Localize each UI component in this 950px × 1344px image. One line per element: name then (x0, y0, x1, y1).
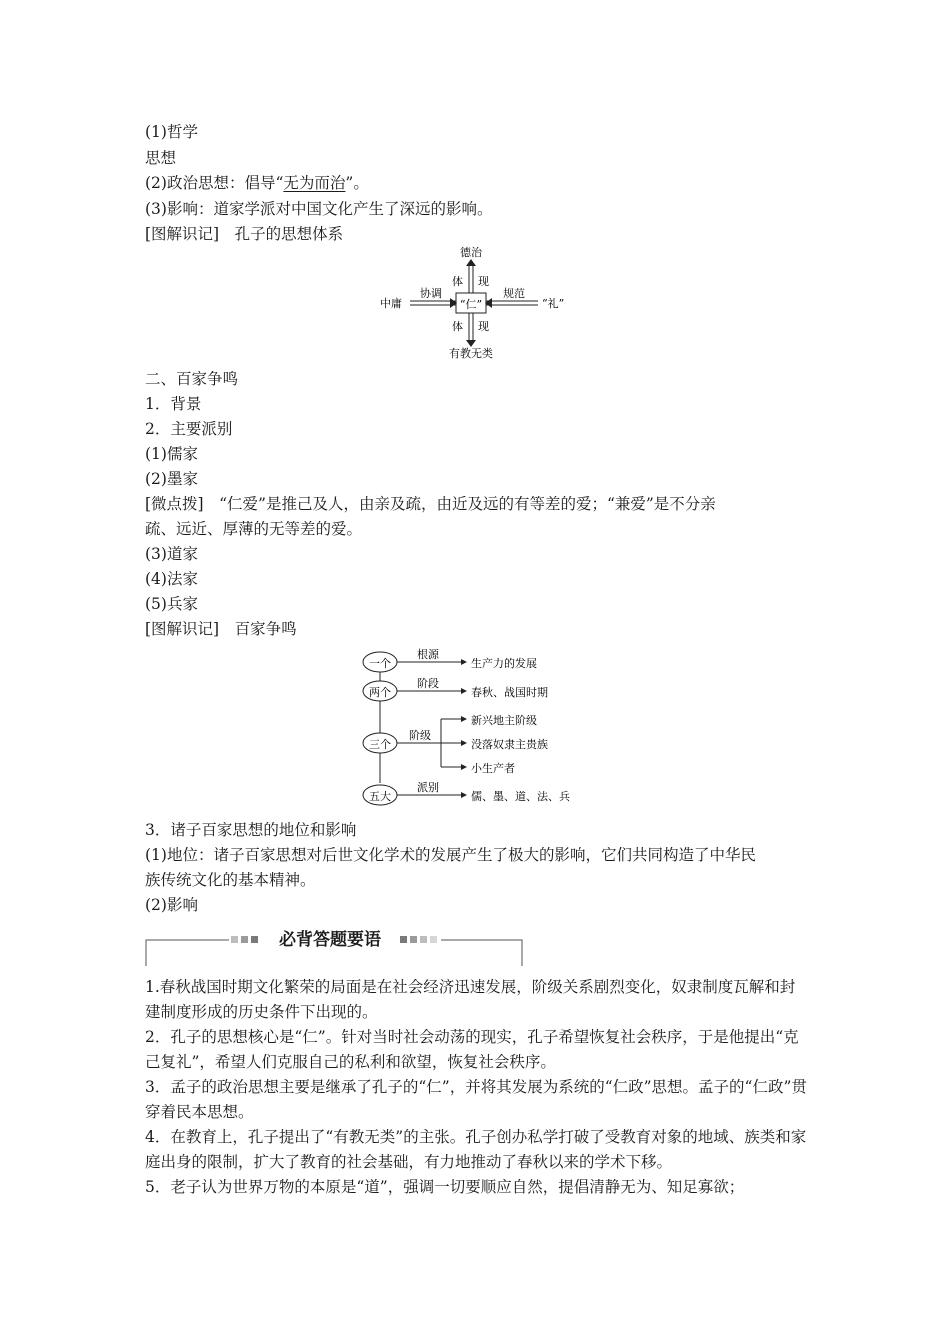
summary-point-5: 5．老子认为世界万物的本原是“道”，强调一切要顺应自然，提倡清静无为、知足寡欲； (145, 1178, 745, 1196)
status-line-1: (1)地位：诸子百家思想对后世文化学术的发展产生了极大的影响，它们共同构造了中华民 (145, 846, 756, 864)
target-one: 生产力的发展 (471, 657, 537, 670)
section3-title: 3．诸子百家思想的地位和影响 (145, 821, 357, 839)
left-label: 中庸 (380, 297, 402, 310)
dao-item: (3)道家 (145, 545, 198, 563)
target-three-c: 小生产者 (471, 762, 515, 775)
confucius-thought-diagram (370, 244, 590, 362)
right-label: “礼” (542, 297, 565, 310)
top-link-2: 现 (478, 275, 489, 288)
philosophy-line: (1)哲学 (145, 123, 198, 141)
node-one-label: 一个 (369, 657, 391, 670)
target-three-a: 新兴地主阶级 (471, 714, 537, 727)
target-four: 儒、墨、道、法、兵 (471, 790, 570, 803)
summary-point-1: 1.春秋战国时期文化繁荣的局面是在社会经济迅速发展，阶级关系剧烈变化，奴隶制度瓦解和封建制度形成的历史条件下出现的。 (145, 978, 796, 1021)
diagram1-caption: [图解识记] 孔子的思想体系 (145, 225, 344, 243)
thought-line: 思想 (145, 149, 177, 167)
right-link: 规范 (503, 287, 525, 300)
link-four-label: 派别 (417, 781, 439, 794)
top-link-1: 体 (452, 275, 463, 288)
tip-line-1: [微点拨] “仁爱”是推己及人，由亲及疏，由近及远的有等差的爱；“兼爱”是不分亲 (145, 495, 716, 513)
link-one-label: 根源 (417, 648, 439, 661)
tip-line-2: 疏、远近、厚薄的无等差的爱。 (145, 520, 363, 538)
summary-point-3: 3．孟子的政治思想主要是继承了孔子的“仁”，并将其发展为系统的“仁政”思想。孟子的“仁政”贯穿着民本思想。 (145, 1078, 807, 1121)
left-link: 协调 (420, 287, 442, 300)
summary-point-4: 4．在教育上，孔子提出了“有教无类”的主张。孔子创办私学打破了受教育对象的地域、族类和家庭出身的限制，扩大了教育的社会基础，有力地推动了春秋以来的学术下移。 (145, 1128, 807, 1171)
summary-header-title: 必背答题要语 (279, 930, 381, 950)
top-label: 德治 (460, 246, 482, 259)
node-two-label: 两个 (369, 686, 391, 699)
link-three-label: 阶级 (409, 729, 431, 742)
schools-item: 2．主要派别 (145, 420, 233, 438)
bottom-label: 有教无类 (449, 347, 493, 360)
link-two-label: 阶段 (417, 677, 439, 690)
hundred-schools-diagram (358, 645, 598, 812)
status-line-2: 族传统文化的基本精神。 (145, 871, 316, 889)
politics-line (145, 173, 369, 193)
summary-header (145, 928, 525, 968)
diagram2-caption: [图解识记] 百家争鸣 (145, 620, 297, 638)
section3-influence: (2)影响 (145, 896, 198, 914)
bing-item: (5)兵家 (145, 595, 198, 613)
bottom-link-2: 现 (478, 320, 489, 333)
section2-title: 二、百家争鸣 (145, 370, 239, 388)
fa-item: (4)法家 (145, 570, 198, 588)
influence-line: (3)影响：道家学派对中国文化产生了深远的影响。 (145, 200, 493, 218)
center-label: “仁” (459, 298, 483, 311)
target-two: 春秋、战国时期 (471, 686, 548, 699)
politics-prefix: (2)政治思想：倡导“ (145, 174, 284, 192)
ru-item: (1)儒家 (145, 445, 198, 463)
politics-suffix: ”。 (345, 174, 369, 192)
node-three-label: 三个 (369, 738, 391, 751)
summary-point-2: 2．孔子的思想核心是“仁”。针对当时社会动荡的现实，孔子希望恢复社会秩序，于是他提出“克己复礼”，希望人们克服自己的私利和欲望，恢复社会秩序。 (145, 1028, 799, 1071)
target-three-b: 没落奴隶主贵族 (471, 738, 548, 751)
mo-item: (2)墨家 (145, 470, 198, 488)
bottom-link-1: 体 (452, 320, 463, 333)
politics-term: 无为而治 (283, 174, 346, 192)
background-item: 1．背景 (145, 395, 202, 413)
node-four-label: 五大 (369, 790, 391, 803)
